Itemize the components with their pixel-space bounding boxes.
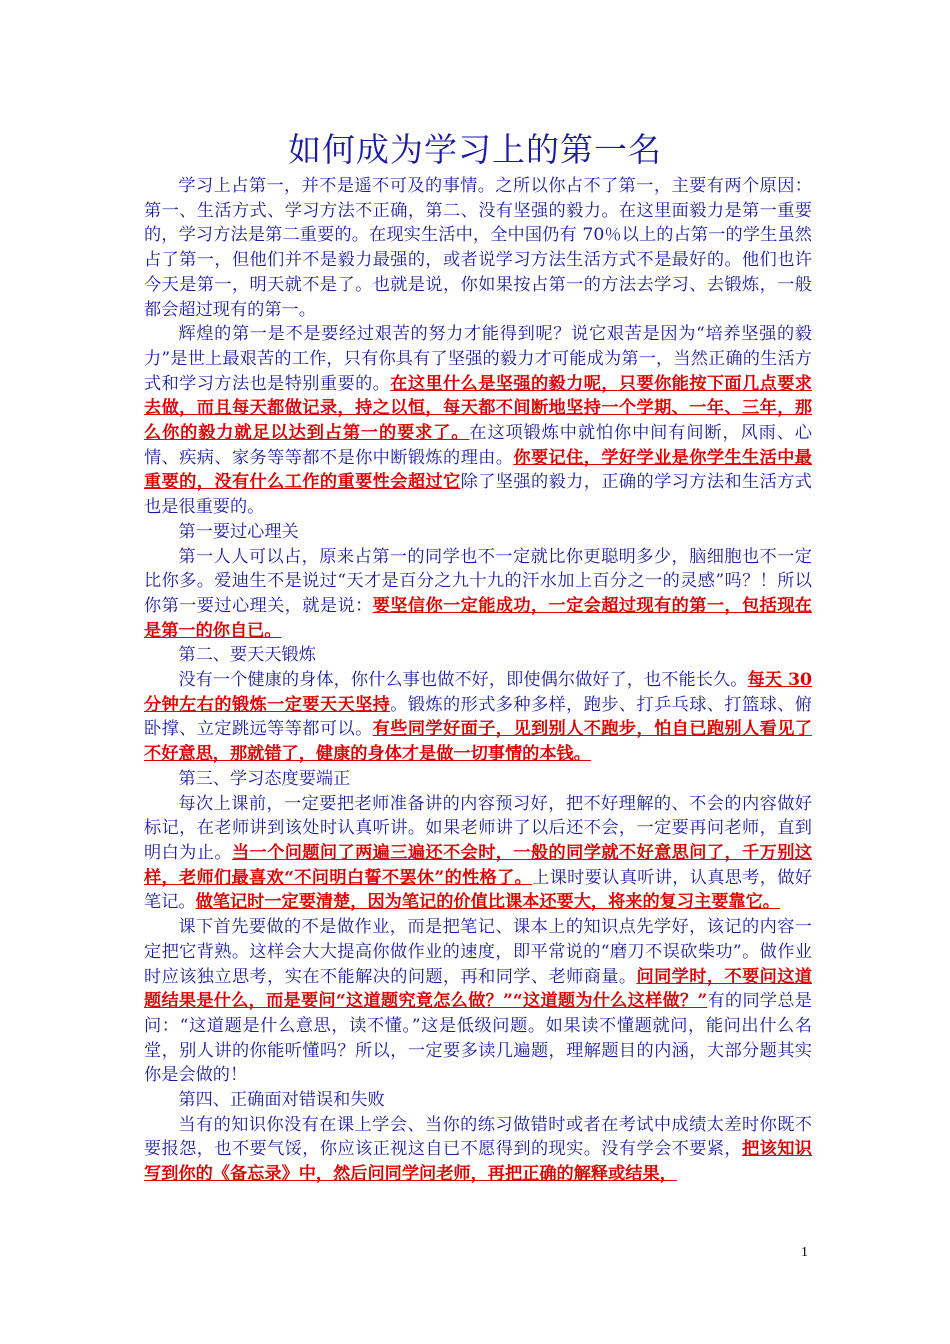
paragraph	[144, 545, 812, 644]
paragraph	[144, 1113, 812, 1187]
highlighted-text: 你要记住，学好学业是你学生生活中最重要的，没有什么工作的重要性会超过它	[144, 447, 812, 493]
text-run: 有的同学总是问：“这道题是什么意思，读不懂。”这是低级问题。如果读不懂题就问，能问出什么名堂，别人讲的你能听懂吗？所以，一定要多读几遍题，理解题目的内涵，大部分题其实你是会做的！	[144, 991, 812, 1086]
text-run: 课下首先要做的不是做作业，而是把笔记、课本上的知识点先学好，该记的内容一定把它背熟。这样会大大提高你做作业的速度，即平常说的“磨刀不误砍柴功”。做作业时应该独立思考，实在不能解决的问题，再和同学、老师商量。	[144, 917, 812, 987]
paragraph	[144, 643, 812, 668]
text-run: 第二、要天天锻炼	[178, 645, 316, 666]
paragraph	[144, 668, 812, 767]
highlighted-text: 在这里什么是坚强的毅力呢，只要你能按下面几点要求去做，而且每天都做记录，持之以恒，每天都不间断地坚持一个学期、一年、三年，那么你的毅力就足以达到占第一的要求了。	[144, 373, 812, 444]
text-run: 辉煌的第一是不是要经过艰苦的努力才能得到呢？说它艰苦是因为“培养坚强的毅力”是世上最艰苦的工作，只有你具有了坚强的毅力才可能成为第一，当然正确的生活方式和学习方法也是特别重要的。	[144, 324, 812, 394]
paragraph	[144, 915, 812, 1088]
text-run: 每次上课前，一定要把老师准备讲的内容预习好，把不好理解的、不会的内容做好标记，在老师讲到该处时认真听讲。如果老师讲了以后还不会，一定要再问老师，直到明白为止。	[144, 793, 812, 863]
paragraph	[144, 322, 812, 520]
highlighted-text: 要坚信你一定能成功，一定会超过现有的第一，包括现在是第一的你自已。	[144, 595, 812, 641]
paragraph	[144, 520, 812, 545]
paragraph	[144, 1088, 812, 1113]
highlighted-text: 做笔记时一定要清楚，因为笔记的价值比课本还要大，将来的复习主要靠它。	[195, 892, 780, 913]
paragraph	[144, 174, 812, 322]
text-run: 当有的知识你没有在课上学会、当你的练习做错时或者在考试中成绩太差时你既不要报怨，也不要气馁，你应该正视这自已不愿得到的现实。没有学会不要紧，	[144, 1114, 812, 1160]
paragraph	[144, 792, 812, 916]
document-title: 如何成为学习上的第一名	[288, 130, 662, 169]
highlighted-text: 当一个问题问了两遍三遍还不会时，一般的同学就不好意思问了，千万别这样，老师们最喜欢“不问明白誓不罢休”的性格了。	[144, 842, 812, 888]
page-number: 1	[801, 1245, 808, 1260]
highlighted-text: 每天 30 分钟左右的锻炼一定要天天坚持	[144, 670, 812, 715]
text-run: 第一人人可以占，原来占第一的同学也不一定就比你更聪明多少，脑细胞也不一定比你多。爱迪生不是说过“天才是百分之九十九的汗水加上百分之一的灵感”吗？！所以你第一要过心理关，就是说：	[144, 546, 812, 616]
document-body	[144, 174, 812, 1187]
text-run: 没有一个健康的身体，你什么事也做不好，即使偶尔做好了，也不能长久。	[178, 670, 748, 691]
highlighted-text: 问同学时，不要问这道题结果是什么，而是要问“这道题究竟怎么做？”“这道题为什么这样做？”	[144, 966, 812, 1012]
highlighted-text: 把该知识写到你的《备忘录》中，然后问同学问老师，再把正确的解释或结果，	[144, 1139, 812, 1185]
text-run: 第一要过心理关	[178, 521, 299, 542]
text-run: 第四、正确面对错误和失败	[178, 1090, 385, 1111]
paragraph	[144, 767, 812, 792]
text-run: 上课时要认真听讲，认真思考，做好笔记。	[144, 867, 812, 913]
text-run: 除了坚强的毅力，正确的学习方法和生活方式也是很重要的。	[144, 472, 812, 518]
text-run: 学习上占第一，并不是遥不可及的事情。之所以你占不了第一，主要有两个原因：第一、生活方式、学习方法不正确，第二、没有坚强的毅力。在这里面毅力是第一重要的，学习方法是第二重要的。在现实生活中，全中国仍有 70％以上的占第一的学生虽然占了第一，但他们并不是毅力最强的，或者说学习方法生活方式不是最好的。他们也许今天是第一，明天就不是了。也就是说，你如果按占第一的方法去学习、去锻炼，一般都会超过现有的第一。	[144, 176, 812, 320]
text-run: 。锻炼的形式多种多样，跑步、打乒乓球、打篮球、俯卧撑、立定跳远等等都可以。	[144, 694, 812, 740]
highlighted-text: 有些同学好面子，见到别人不跑步，怕自已跑别人看见了不好意思，那就错了，健康的身体才是做一切事情的本钱。	[144, 719, 812, 765]
text-run: 第三、学习态度要端正	[178, 768, 351, 789]
text-run: 在这项锻炼中就怕你中间有间断，风雨、心情、疾病、家务等等都不是你中断锻炼的理由。	[144, 423, 812, 468]
